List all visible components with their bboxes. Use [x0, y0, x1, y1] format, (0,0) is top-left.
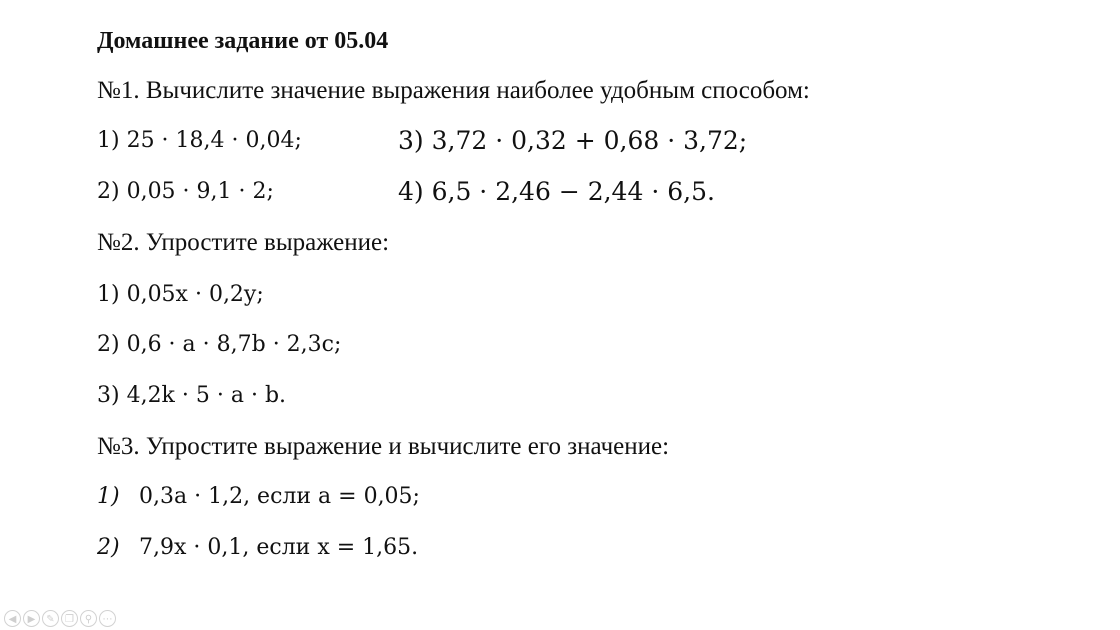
- zoom-icon[interactable]: ⚲: [80, 610, 97, 627]
- copy-icon[interactable]: ❐: [61, 610, 78, 627]
- task3-item-1: [97, 482, 420, 512]
- task1-item-1: 1) 25 · 18,4 · 0,04;: [97, 128, 302, 153]
- prev-icon[interactable]: ◀: [4, 610, 21, 627]
- presentation-toolbar: [4, 610, 116, 627]
- task3-item-1-number: 1): [97, 484, 120, 509]
- task3-item-1-text: 0,3a · 1,2, если a = 0,05;: [139, 484, 420, 509]
- task3-heading: №3. Упростите выражение и вычислите его значение:: [97, 433, 670, 460]
- task3-item-2-text: 7,9x · 0,1, если x = 1,65.: [139, 535, 419, 560]
- page-title: Домашнее задание от 05.04: [97, 28, 389, 54]
- task3-item-2: [97, 533, 418, 563]
- task2-heading: №2. Упростите выражение:: [97, 229, 390, 256]
- task2-item-2: 2) 0,6 · a · 8,7b · 2,3c;: [97, 332, 342, 357]
- task3-item-2-number: 2): [97, 535, 120, 560]
- task1-item-3: 3) 3,72 · 0,32 + 0,68 · 3,72;: [398, 126, 748, 155]
- more-icon[interactable]: ⋯: [99, 610, 116, 627]
- task2-item-1: 1) 0,05x · 0,2y;: [97, 282, 264, 307]
- next-icon[interactable]: ▶: [23, 610, 40, 627]
- task1-heading: №1. Вычислите значение выражения наиболее удобным способом:: [97, 77, 810, 104]
- task1-item-2: 2) 0,05 · 9,1 · 2;: [97, 179, 274, 204]
- task2-item-3: 3) 4,2k · 5 · a · b.: [97, 383, 287, 408]
- pen-icon[interactable]: ✎: [42, 610, 59, 627]
- task1-item-4: 4) 6,5 · 2,46 − 2,44 · 6,5.: [398, 177, 715, 206]
